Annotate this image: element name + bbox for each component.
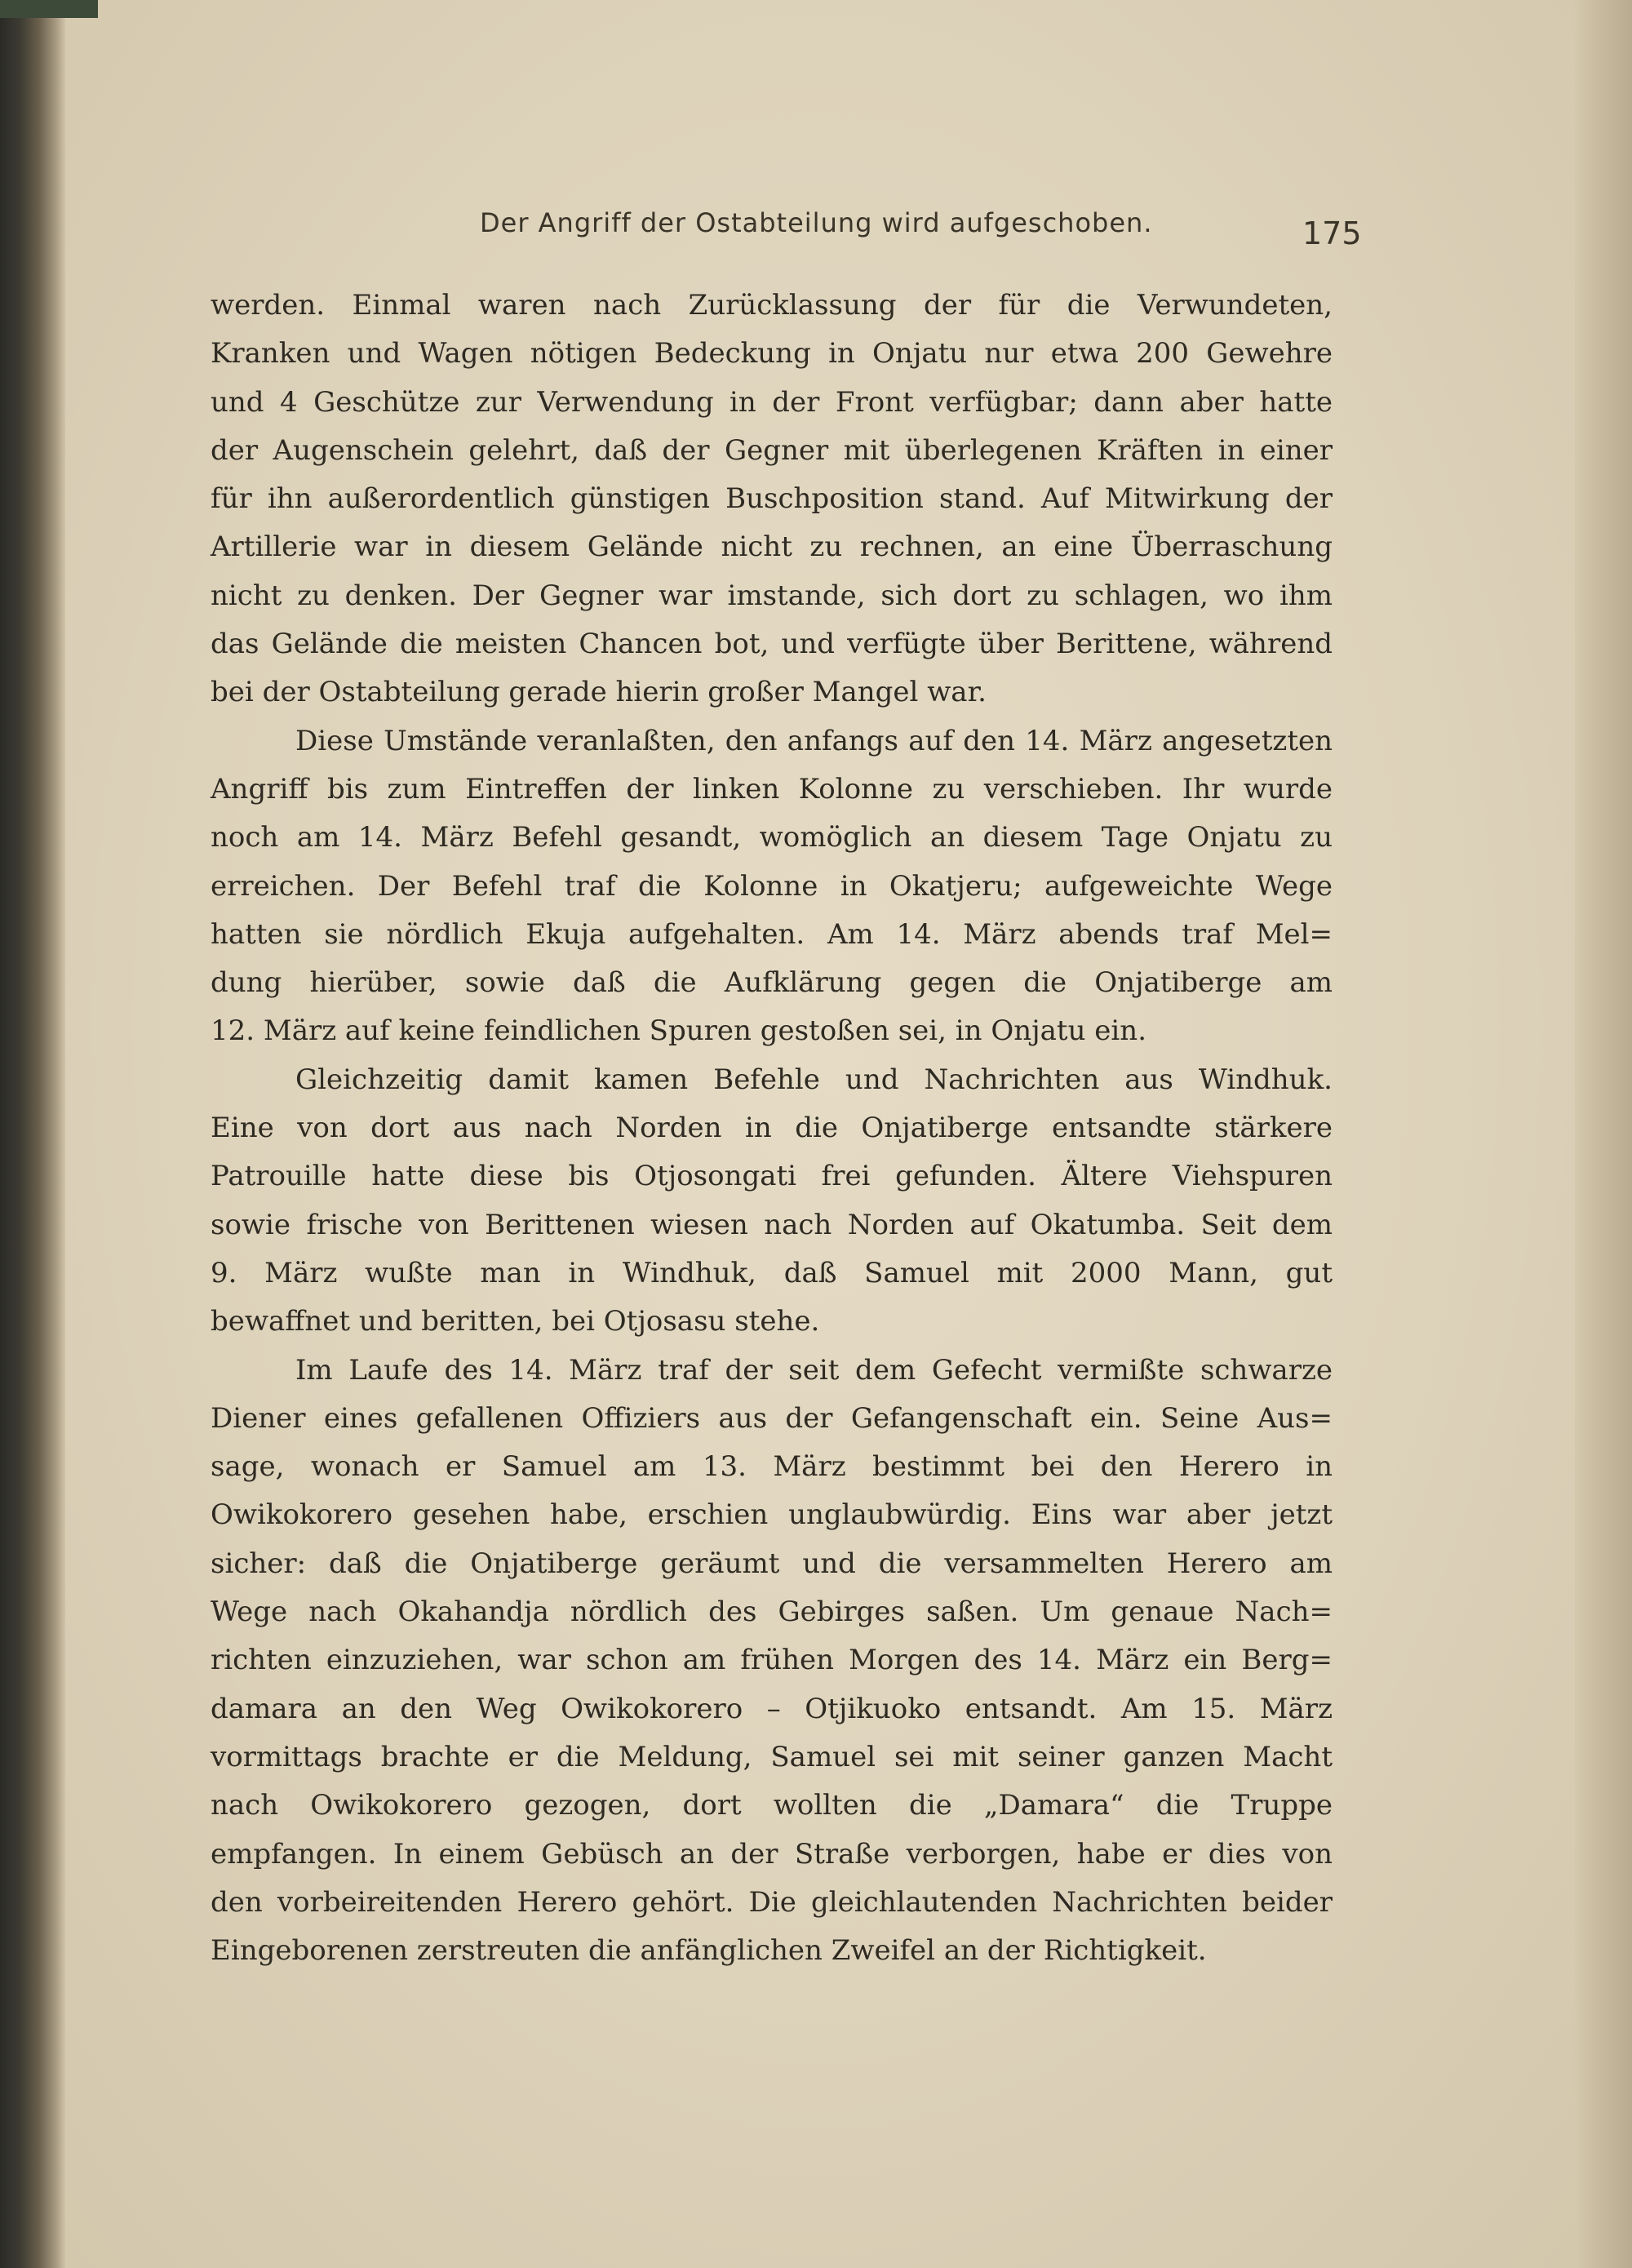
paragraph-1: [211, 282, 1333, 717]
text-line: Diener eines gefallenen Offiziers aus der Gefangenschaft ein. Seine Aus=: [211, 1401, 1333, 1435]
text-line: Angriff bis zum Eintreffen der linken Kolonne zu verschieben. Ihr wurde: [211, 772, 1333, 806]
text-line: das Gelände die meisten Chancen bot, und verfügte über Berittene, während: [211, 628, 1333, 661]
text-line: dung hierüber, sowie daß die Aufklärung gegen die Onjatiberge am: [211, 966, 1333, 1000]
text-line: für ihn außerordentlich günstigen Buschposition stand. Auf Mitwirkung der: [211, 482, 1333, 516]
text-line: der Augenschein gelehrt, daß der Gegner mit überlegenen Kräften in einer: [211, 433, 1333, 467]
paragraph-4: [211, 1347, 1333, 1976]
text-line: Kranken und Wagen nötigen Bedeckung in Onjatu nur etwa 200 Gewehre: [211, 337, 1333, 371]
paragraph-3: [211, 1056, 1333, 1347]
text-line: Gleichzeitig damit kamen Befehle und Nachrichten aus Windhuk.: [295, 1063, 1333, 1096]
text-line: erreichen. Der Befehl traf die Kolonne in Okatjeru; aufgeweichte Wege: [211, 869, 1333, 903]
text-line: 9. März wußte man in Windhuk, daß Samuel mit 2000 Mann, gut: [211, 1256, 1333, 1289]
text-line: werden. Einmal waren nach Zurücklassung der für die Verwundeten,: [211, 289, 1333, 322]
text-line: vormittags brachte er die Meldung, Samuel sei mit seiner ganzen Macht: [211, 1740, 1333, 1773]
text-line: Im Laufe des 14. März traf der seit dem Gefecht vermißte schwarze: [295, 1353, 1333, 1387]
text-line: nicht zu denken. Der Gegner war imstande, sich dort zu schlagen, wo ihm: [211, 579, 1333, 612]
text-line: Eingeborenen zerstreuten die anfänglichen Zweifel an der Richtigkeit.: [211, 1934, 1207, 1968]
page-number: 175: [1302, 215, 1362, 251]
page-right-edge: [1575, 0, 1632, 2268]
text-line: 12. März auf keine feindlichen Spuren gestoßen sei, in Onjatu ein.: [211, 1014, 1147, 1048]
text-line: Patrouille hatte diese bis Otjosongati frei gefunden. Ältere Viehspuren: [211, 1160, 1333, 1193]
paragraph-2: [211, 717, 1333, 1056]
text-line: Wege nach Okahandja nördlich des Gebirges saßen. Um genaue Nach=: [211, 1596, 1333, 1629]
text-line: sowie frische von Berittenen wiesen nach Norden auf Okatumba. Seit dem: [211, 1208, 1333, 1241]
text-line: empfangen. In einem Gebüsch an der Straße verborgen, habe er dies von: [211, 1837, 1333, 1871]
body-text: [211, 282, 1333, 1975]
text-line: noch am 14. März Befehl gesandt, womöglich an diesem Tage Onjatu zu: [211, 821, 1333, 854]
book-binding-edge: [0, 0, 65, 2268]
text-line: richten einzuziehen, war schon am frühen Morgen des 14. März ein Berg=: [211, 1644, 1333, 1677]
text-line: Eine von dort aus nach Norden in die Onjatiberge entsandte stärkere: [211, 1112, 1333, 1145]
text-line: nach Owikokorero gezogen, dort wollten die „Damara“ die Truppe: [211, 1789, 1333, 1822]
text-line: den vorbeireitenden Herero gehört. Die gleichlautenden Nachrichten beider: [211, 1885, 1333, 1919]
text-line: Owikokorero gesehen habe, erschien unglaubwürdig. Eins war aber jetzt: [211, 1498, 1333, 1532]
binding-cloth-strip: [0, 0, 98, 18]
text-line: hatten sie nördlich Ekuja aufgehalten. Am 14. März abends traf Mel=: [211, 917, 1333, 951]
text-line: Artillerie war in diesem Gelände nicht zu rechnen, an eine Überraschung: [211, 530, 1333, 564]
text-line: bei der Ostabteilung gerade hierin großer Mangel war.: [211, 676, 987, 709]
text-line: Diese Umstände veranlaßten, den anfangs auf den 14. März angesetzten: [295, 724, 1333, 757]
text-line: und 4 Geschütze zur Verwendung in der Front verfügbar; dann aber hatte: [211, 385, 1333, 419]
text-line: bewaffnet und beritten, bei Otjosasu stehe.: [211, 1305, 820, 1338]
running-head: Der Angriff der Ostabteilung wird aufgeschoben.: [480, 207, 1153, 238]
text-line: sage, wonach er Samuel am 13. März bestimmt bei den Herero in: [211, 1450, 1333, 1484]
text-line: sicher: daß die Onjatiberge geräumt und die versammelten Herero am: [211, 1547, 1333, 1580]
text-line: damara an den Weg Owikokorero – Otjikuoko entsandt. Am 15. März: [211, 1692, 1333, 1725]
